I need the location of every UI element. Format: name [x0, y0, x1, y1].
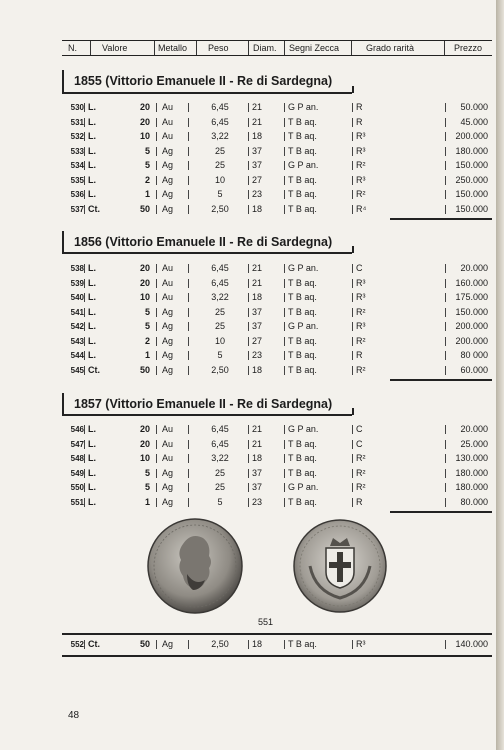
cell-diameter: 18 [252, 453, 263, 463]
cell-price: 180.000 [455, 145, 488, 156]
cell-metal: Ag [162, 350, 174, 360]
table-row [62, 203, 492, 216]
cell-rarity: R³ [356, 292, 366, 302]
extra-row-bottom-rule [62, 655, 492, 657]
cell-weight: 6,45 [211, 263, 229, 273]
cell-unit: L. [88, 131, 96, 141]
table-row [62, 130, 492, 143]
cell-diameter: 23 [252, 350, 263, 360]
cell-metal: Au [162, 424, 174, 434]
cell-weight: 5 [217, 189, 223, 199]
cell-mint-marks: T B aq. [288, 335, 317, 346]
cell-catalog-number: 549 [70, 468, 84, 478]
cell-mint-marks: G P an. [288, 102, 319, 112]
cell-denomination: 5 [144, 321, 150, 331]
cell-rarity: R⁴ [356, 203, 367, 214]
table-row [62, 438, 492, 451]
cell-weight: 5 [217, 350, 223, 360]
cell-metal: Au [162, 292, 174, 302]
section-title-rule [62, 92, 352, 94]
cell-weight: 2,50 [211, 203, 229, 214]
table-row [62, 145, 492, 158]
cell-mint-marks: G P an. [288, 424, 319, 434]
cell-catalog-number: 530 [70, 103, 84, 112]
header-diam: Diam. [253, 43, 277, 53]
cell-denomination: 5 [144, 467, 150, 478]
cell-unit: L. [88, 116, 96, 127]
cell-rarity: R [356, 350, 363, 360]
cell-metal: Ag [162, 321, 174, 331]
cell-denomination: 10 [139, 292, 150, 302]
cell-weight: 3,22 [211, 131, 229, 141]
cell-unit: L. [88, 263, 96, 273]
cell-diameter: 37 [252, 145, 263, 156]
cell-unit: L. [88, 496, 96, 507]
cell-diameter: 37 [252, 160, 263, 170]
cell-weight: 10 [214, 335, 225, 346]
cell-unit: L. [88, 350, 96, 360]
cell-diameter: 18 [252, 364, 263, 375]
cell-price: 200.000 [455, 131, 488, 141]
cell-metal: Ag [162, 335, 174, 346]
cell-rarity: R² [356, 482, 366, 492]
cell-price: 80.000 [460, 496, 488, 507]
cell-weight: 25 [214, 145, 225, 156]
cell-weight: 6,45 [211, 424, 229, 434]
table-row [62, 320, 492, 333]
cell-denomination: 5 [144, 306, 150, 317]
cell-weight: 25 [214, 482, 225, 492]
cell-price: 180.000 [455, 467, 488, 478]
table-row [62, 306, 492, 319]
cell-denomination: 20 [139, 424, 150, 434]
header-grado: Grado rarità [366, 43, 415, 53]
table-row [62, 364, 492, 377]
cell-mint-marks: T B aq. [288, 145, 317, 156]
table-row [62, 423, 492, 436]
cell-denomination: 50 [139, 203, 150, 214]
cell-catalog-number: 535 [70, 175, 84, 185]
cell-metal: Ag [162, 145, 174, 156]
cell-mint-marks: G P an. [288, 321, 319, 331]
cell-price: 20.000 [460, 263, 488, 273]
cell-unit: L. [88, 438, 96, 449]
cell-mint-marks: T B aq. [288, 189, 317, 199]
section-rule-end [352, 408, 354, 415]
cell-weight: 6,45 [211, 116, 229, 127]
cell-denomination: 20 [139, 263, 150, 273]
cell-catalog-number: 548 [70, 454, 84, 463]
cell-metal: Ag [162, 160, 174, 170]
table-row [62, 638, 492, 651]
cell-rarity: R² [356, 306, 366, 317]
section-title: 1857 (Vittorio Emanuele II - Re di Sardegna) [74, 397, 333, 411]
cell-rarity: R³ [356, 131, 366, 141]
cell-catalog-number: 537 [70, 204, 84, 214]
cell-mint-marks: T B aq. [288, 350, 317, 360]
cell-unit: L. [88, 277, 96, 288]
cell-unit: L. [88, 145, 96, 156]
cell-unit: L. [88, 453, 96, 463]
cell-unit: L. [88, 292, 96, 302]
cell-denomination: 50 [139, 639, 150, 649]
cell-catalog-number: 533 [70, 146, 84, 156]
cell-catalog-number: 543 [70, 336, 84, 346]
section-left-rule [62, 231, 64, 252]
extra-row-top-rule [62, 633, 492, 635]
cell-unit: L. [88, 102, 96, 112]
cell-denomination: 50 [139, 364, 150, 375]
cell-catalog-number: 551 [70, 497, 84, 507]
cell-diameter: 21 [252, 263, 263, 273]
cell-rarity: C [356, 438, 363, 449]
cell-weight: 2,50 [211, 364, 229, 375]
section-end-rule [390, 379, 492, 381]
cell-catalog-number: 550 [70, 483, 84, 492]
cell-price: 20.000 [460, 424, 488, 434]
cell-mint-marks: T B aq. [288, 438, 317, 449]
cell-catalog-number: 532 [70, 132, 84, 141]
cell-mint-marks: T B aq. [288, 639, 317, 649]
cell-denomination: 5 [144, 482, 150, 492]
table-row [62, 188, 492, 201]
header-prezzo: Prezzo [454, 43, 483, 53]
cell-price: 200.000 [455, 335, 488, 346]
cell-denomination: 2 [144, 174, 150, 185]
cell-diameter: 21 [252, 116, 263, 127]
cell-price: 25.000 [460, 438, 488, 449]
cell-catalog-number: 545 [70, 365, 84, 375]
cell-metal: Au [162, 277, 174, 288]
cell-diameter: 18 [252, 131, 263, 141]
cell-unit: L. [88, 482, 96, 492]
cell-metal: Ag [162, 639, 174, 649]
cell-mint-marks: T B aq. [288, 453, 317, 463]
cell-weight: 10 [214, 174, 225, 185]
cell-rarity: R³ [356, 145, 366, 156]
cell-rarity: R [356, 102, 363, 112]
header-metallo: Metallo [158, 43, 188, 53]
cell-catalog-number: 542 [70, 322, 84, 331]
section-title: 1855 (Vittorio Emanuele II - Re di Sardegna) [74, 74, 333, 88]
cell-diameter: 37 [252, 306, 263, 317]
cell-catalog-number: 538 [70, 264, 84, 273]
header-valore: Valore [102, 43, 128, 53]
cell-denomination: 2 [144, 335, 150, 346]
cell-price: 150.000 [455, 189, 488, 199]
cell-diameter: 23 [252, 189, 263, 199]
cell-metal: Au [162, 263, 174, 273]
section-rule-end [352, 246, 354, 253]
cell-mint-marks: G P an. [288, 160, 319, 170]
coin-reverse [294, 520, 386, 612]
cell-price: 150.000 [455, 306, 488, 317]
cell-price: 180.000 [455, 482, 488, 492]
cell-price: 150.000 [455, 160, 488, 170]
cell-diameter: 18 [252, 639, 263, 649]
table-row [62, 262, 492, 275]
cell-diameter: 37 [252, 467, 263, 478]
cell-denomination: 5 [144, 145, 150, 156]
cell-denomination: 10 [139, 453, 150, 463]
cell-diameter: 37 [252, 482, 263, 492]
table-header [62, 40, 492, 56]
cell-price: 150.000 [455, 203, 488, 214]
cell-unit: Ct. [88, 364, 100, 375]
cell-metal: Ag [162, 364, 174, 375]
table-row [62, 467, 492, 480]
cell-mint-marks: T B aq. [288, 467, 317, 478]
cell-weight: 25 [214, 160, 225, 170]
cell-rarity: R² [356, 189, 366, 199]
cell-metal: Au [162, 438, 174, 449]
cell-metal: Ag [162, 203, 174, 214]
cell-mint-marks: G P an. [288, 482, 319, 492]
cell-diameter: 27 [252, 174, 263, 185]
cell-unit: Ct. [88, 203, 100, 214]
cell-weight: 5 [217, 496, 223, 507]
cell-diameter: 21 [252, 438, 263, 449]
section-left-rule [62, 70, 64, 92]
cell-mint-marks: T B aq. [288, 131, 317, 141]
cell-rarity: R² [356, 160, 366, 170]
cell-price: 175.000 [455, 292, 488, 302]
cell-catalog-number: 546 [70, 425, 84, 434]
cell-denomination: 20 [139, 438, 150, 449]
cell-denomination: 5 [144, 160, 150, 170]
table-row [62, 481, 492, 494]
header-segni: Segni Zecca [289, 43, 340, 53]
cell-rarity: R³ [356, 174, 366, 185]
cell-unit: L. [88, 160, 96, 170]
cell-mint-marks: T B aq. [288, 116, 317, 127]
cell-mint-marks: G P an. [288, 263, 319, 273]
cell-metal: Ag [162, 306, 174, 317]
section-end-rule [390, 218, 492, 220]
table-row [62, 349, 492, 362]
cell-unit: L. [88, 424, 96, 434]
cell-rarity: R [356, 116, 363, 127]
table-row [62, 291, 492, 304]
cell-weight: 6,45 [211, 277, 229, 288]
cell-rarity: R² [356, 364, 366, 375]
cell-weight: 25 [214, 321, 225, 331]
cell-unit: L. [88, 174, 96, 185]
table-row [62, 452, 492, 465]
cell-diameter: 21 [252, 277, 263, 288]
table-row [62, 101, 492, 114]
cell-unit: L. [88, 467, 96, 478]
cell-catalog-number: 544 [70, 351, 84, 360]
cell-catalog-number: 531 [70, 117, 84, 127]
cell-denomination: 20 [139, 102, 150, 112]
cell-price: 45.000 [460, 116, 488, 127]
cell-metal: Au [162, 453, 174, 463]
section-left-rule [62, 393, 64, 414]
cell-mint-marks: T B aq. [288, 306, 317, 317]
table-row [62, 116, 492, 129]
cell-denomination: 20 [139, 116, 150, 127]
cell-denomination: 1 [144, 189, 150, 199]
cell-rarity: R² [356, 335, 366, 346]
cell-rarity: R² [356, 453, 366, 463]
coin-photo [145, 516, 390, 616]
cell-metal: Au [162, 102, 174, 112]
coin-caption: 551 [258, 617, 274, 627]
cell-catalog-number: 534 [70, 161, 84, 170]
cell-price: 130.000 [455, 453, 488, 463]
cell-diameter: 37 [252, 321, 263, 331]
cell-mint-marks: T B aq. [288, 203, 317, 214]
cell-diameter: 21 [252, 424, 263, 434]
cell-metal: Ag [162, 496, 174, 507]
cell-weight: 3,22 [211, 292, 229, 302]
cell-metal: Au [162, 131, 174, 141]
cell-catalog-number: 552 [70, 640, 84, 649]
table-row [62, 277, 492, 290]
cell-metal: Ag [162, 189, 174, 199]
cell-diameter: 23 [252, 496, 263, 507]
cell-weight: 25 [214, 467, 225, 478]
cell-catalog-number: 547 [70, 439, 84, 449]
cell-metal: Ag [162, 467, 174, 478]
cell-price: 250.000 [455, 174, 488, 185]
cell-weight: 25 [214, 306, 225, 317]
cell-rarity: R [356, 496, 363, 507]
section-title-rule [62, 252, 352, 254]
cell-mint-marks: T B aq. [288, 496, 317, 507]
cell-unit: Ct. [88, 639, 100, 649]
cell-price: 140.000 [455, 639, 488, 649]
cell-rarity: R³ [356, 321, 366, 331]
cell-diameter: 27 [252, 335, 263, 346]
section-rule-end [352, 86, 354, 93]
cell-weight: 2,50 [211, 639, 229, 649]
cell-unit: L. [88, 335, 96, 346]
page-number: 48 [68, 710, 80, 721]
cell-denomination: 20 [139, 277, 150, 288]
table-row [62, 159, 492, 172]
cell-rarity: R³ [356, 639, 366, 649]
page-binding-edge [496, 0, 504, 750]
cell-price: 80 000 [460, 350, 488, 360]
cell-metal: Ag [162, 174, 174, 185]
cell-price: 160.000 [455, 277, 488, 288]
cell-price: 200.000 [455, 321, 488, 331]
cell-weight: 6,45 [211, 438, 229, 449]
cell-unit: L. [88, 306, 96, 317]
cell-weight: 3,22 [211, 453, 229, 463]
cell-rarity: R² [356, 467, 366, 478]
cell-mint-marks: T B aq. [288, 174, 317, 185]
cell-metal: Ag [162, 482, 174, 492]
cell-weight: 6,45 [211, 102, 229, 112]
cell-diameter: 18 [252, 292, 263, 302]
header-peso: Peso [208, 43, 229, 53]
cell-denomination: 10 [139, 131, 150, 141]
table-row [62, 174, 492, 187]
section-title-rule [62, 414, 352, 416]
cell-rarity: C [356, 424, 363, 434]
cell-mint-marks: T B aq. [288, 292, 317, 302]
cell-catalog-number: 541 [70, 307, 84, 317]
cell-unit: L. [88, 189, 96, 199]
cell-catalog-number: 536 [70, 190, 84, 199]
cell-metal: Au [162, 116, 174, 127]
cell-mint-marks: T B aq. [288, 277, 317, 288]
table-row [62, 335, 492, 348]
coin-obverse [148, 519, 242, 613]
section-end-rule [390, 511, 492, 513]
cell-rarity: R³ [356, 277, 366, 288]
cell-unit: L. [88, 321, 96, 331]
cell-rarity: C [356, 263, 363, 273]
cell-denomination: 1 [144, 350, 150, 360]
cell-mint-marks: T B aq. [288, 364, 317, 375]
cell-catalog-number: 539 [70, 278, 84, 288]
cell-diameter: 18 [252, 203, 263, 214]
table-row [62, 496, 492, 509]
cell-catalog-number: 540 [70, 293, 84, 302]
cell-denomination: 1 [144, 496, 150, 507]
section-title: 1856 (Vittorio Emanuele II - Re di Sardegna) [74, 235, 333, 249]
cell-diameter: 21 [252, 102, 263, 112]
cell-price: 50.000 [460, 102, 488, 112]
header-n: N. [68, 43, 77, 53]
cell-price: 60.000 [460, 364, 488, 375]
